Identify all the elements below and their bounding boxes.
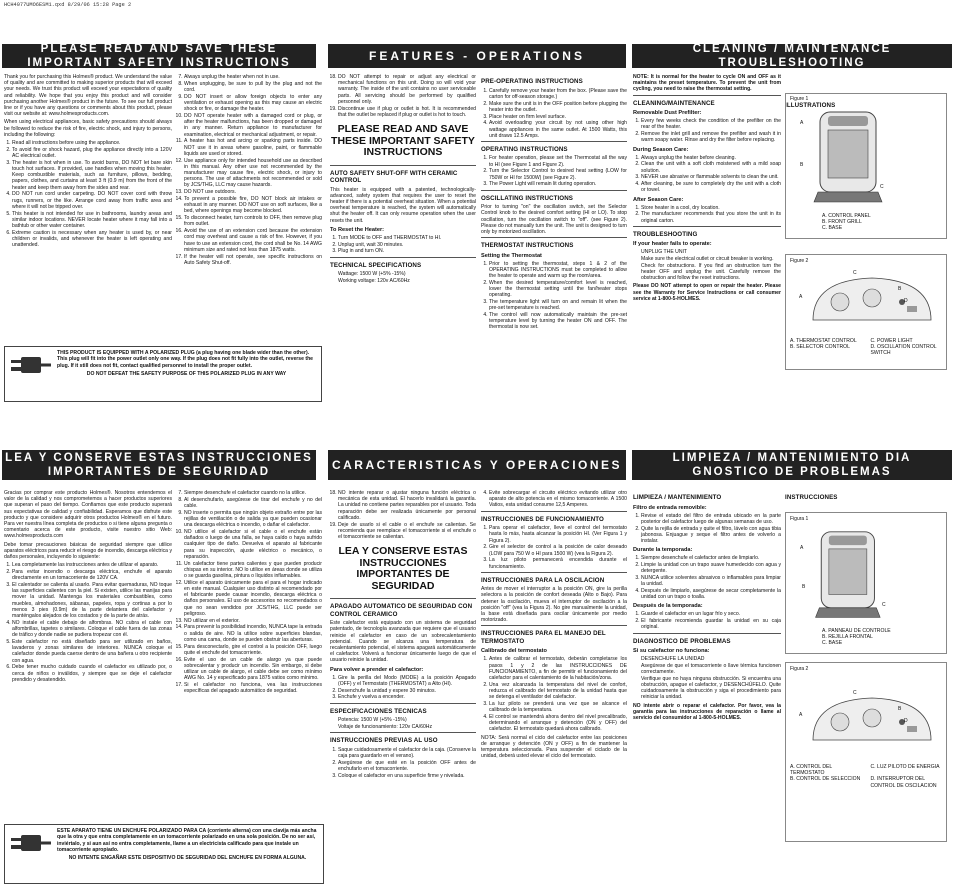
trouble-list-en: [633, 249, 781, 281]
es-op-item: 1. Para operar el calefactor, lleve el control del termostato hasta lo más, hasta alcanzar la posición HI. (Ver Figura 1 y Figura 2).: [489, 525, 627, 544]
en-sb-item: 17. If the heater will not operate, see specific instructions on Auto Safety Shut-off.: [184, 254, 322, 266]
es-thermo-item: 2. Una vez alcanzada la temperatura del nivel de confort, reduzca el calibrado del termostato de la unidad hasta que se detenga el ventilador del calefactor.: [489, 682, 627, 701]
fig2-letter-b-es: B: [898, 706, 902, 712]
fig1-legend-en: [822, 213, 932, 237]
es-f2l-item: B. CONTROL DE SELECCION: [790, 776, 861, 783]
trouble-title-en: TROUBLESHOOTING: [633, 230, 698, 238]
thermo-title-es: INSTRUCCIONES PARA EL MANEJO DEL TERMOSTATO: [481, 630, 606, 645]
en-preop-item: 3. Place heater on firm level surface.: [489, 114, 627, 120]
en-after-item: 2. The manufacturer recommends that you store the unit in its original carton.: [641, 211, 781, 223]
fig1-label-es: Figura 1: [790, 516, 809, 522]
en-trouble-item: • Check for obstructions. If you find an obstruction turn the heater OFF and unplug the unit. Carefully remove the obstruction and follow the reset instructions.: [641, 263, 781, 282]
clean-title-en: CLEANING/MAINTENANCE: [633, 99, 715, 107]
safety-header-en: [2, 44, 316, 68]
en-sb-item: 14. To prevent a possible fire, DO NOT block air intakes or exhaust in any manner. DO NOT use on soft surfaces, like a bed, where openings may become blocked.: [184, 196, 322, 215]
note-es: NOTA: Será normal el ciclo del calefactor entre las posiciones de arranque y detención (ON y OFF) a fin de mantener la temperatura seleccionada. Para suspender el ciclado de la unidad, deberá usted elevar el ciclo del termostato.: [481, 734, 627, 760]
es-trouble-item: • Verifique que no haya ninguna obstrucción. Si encuentra una obstrucción, apague el calefactor, y DESENCHÚFELO. Quite cuidadosamente la obstrucción y siga el procedimiento para reiniciar la unidad.: [641, 676, 781, 701]
cleaning-col-es: [633, 490, 781, 790]
fig2-letter-c-es: C: [853, 690, 857, 696]
en-sb-item: 10. DO NOT operate heater with a damaged cord or plug, or after the heater malfunctions, has been dropped or damaged in any manner. Return appliance to manufacturer for examination, electrical or mechanical adjustment, or repair.: [184, 113, 322, 138]
en-sb-item: 15. To disconnect heater, turn controls to OFF, then remove plug from outlet.: [184, 215, 322, 227]
fig2-label-en: Figure 2: [790, 258, 809, 264]
intro-en: Thank you for purchasing this Holmes® product. We understand the value of quality and are committed to making superior products that will exceed your needs. We trust this product will exceed your expectations of quality and reliability. We hope that you enjoy this product and will consider purchasing another Holmes® product in the future. To see our full product line or if you have any questions or comments about this product, please visit our website at: www.holmesproducts.com.: [4, 74, 172, 118]
osc-title-es: INSTRUCCIONES PARA LA OSCILACION: [481, 576, 605, 584]
intro-es: Gracias por comprar este producto Holmes®. Nosotros entendemos el valor de la calidad y nos comprometemos a hacer productos superiores que superan el paso del tiempo. Confiamos que este producto superará sus expectativas de calidad y confiabilidad. Esperamos que disfrute este producto y que considere adquirir otros productos Holmes® en el futuro. Para ver nuestra línea completa de productos o si tiene alguna pregunta o comentario acerca de este producto, visite nuestro sitio Web: www.holmesproducts.com: [4, 490, 172, 540]
heater-illustration-1-es: [800, 528, 890, 623]
filter-list-en: [633, 118, 781, 143]
preop-list-en: [481, 88, 627, 139]
trouble-end-es: NO intente abrir o reparar el calefactor. Por favor, vea la garantía para las instrucciones de reparación o llame al servicio del consumidor al 1-800-5-HOLMES.: [633, 702, 781, 722]
cleaning-col-en: [633, 74, 781, 364]
osc-title-en: OSCILLATING INSTRUCTIONS: [481, 194, 573, 202]
preop-list-es: [330, 747, 476, 779]
after-list-es: [633, 611, 781, 630]
en-sa-item: 5. This heater is not intended for use in bathrooms, laundry areas and similar indoor locations. NEVER locate heater where it may fall into a bathtub or other water container.: [12, 211, 172, 230]
illus-title-es: INSTRUCCIONES: [785, 494, 838, 501]
file-header: HCH4077UMO6ESM1.qxd 8/29/06 15:28 Page 2: [4, 2, 132, 8]
fig2-letter-a-en: A: [799, 294, 803, 300]
plug-icon: [9, 829, 51, 857]
features-col-1-en: [330, 74, 476, 350]
cleaning-header-es: [632, 450, 952, 480]
polarized-notice-en: [4, 346, 322, 402]
after-title-en: After Season Care:: [633, 196, 684, 203]
fig2-legend-en: [790, 338, 945, 368]
auto-title-en: AUTO SAFETY SHUT-OFF WITH CERAMIC CONTROL: [330, 169, 458, 185]
es-sb-item: 9. NO inserte o permita que ningún objeto extraño entre por las rejillas de ventilación o de salida ya que pueden ocasionar una descarga eléctrica o incendio, o dañar el calefactor.: [184, 510, 322, 529]
es-sc-item: 18. NO intente reparar o ajustar ninguna función eléctrica o mecánica de esta unidad. El hacerlo invalidará la garantía. La unidad no contiene partes reparables por el usuario. Toda reparación debe ser realizada únicamente por personal calificado.: [338, 490, 476, 521]
features-title-en: FEATURES - OPERATIONS: [369, 49, 585, 63]
es-preop-item: 1. Saque cuidadosamente el calefactor de la caja. (Conserve la caja para guardarlo en el verano).: [338, 747, 476, 759]
trouble-sub-en: If your heater fails to operate:: [633, 241, 712, 248]
en-sa-item: 3. The heater is hot when in use. To avoid burns, DO NOT let bare skin touch hot surfaces. If provided, use handles when moving this heater. Keep combustible materials, such as furniture, pillows, bedding, papers, clothes, and curtains at least 3 ft (0.9 m) from the front of the heater and keep them away from the sides and rear.: [12, 160, 172, 191]
safety-col-2-en: [176, 74, 322, 340]
en-season-item: 3. NEVER use abrasive or flammable solvents to clean the unit.: [641, 174, 781, 180]
features-col-2-en: [481, 74, 627, 354]
reset-title-en: To Reset the Heater:: [330, 226, 384, 233]
es-sb-item: 16. Evite el uso de un cable de alargo ya que puede sobrecalentar y producir un incendio. Sin embargo, si debe utilizar un cable de alargo, el cable debe ser como mínimo AWG No. 14 y especificado para 1875 vatios como mínimo.: [184, 657, 322, 682]
es-after-item: 1. Guarde el calefactor en un lugar frío y seco.: [641, 611, 781, 617]
es-sb-item: 8. Al desenchufarlo, asegúrese de tirar del enchufe y no del cable.: [184, 497, 322, 509]
op-title-es: INSTRUCCIONES DE FUNCIONAMIENTO: [481, 515, 604, 523]
op-list-es: [481, 525, 627, 570]
en-reset-item: 1. Turn MODE to OFF and THERMOSTAT to HI.: [338, 235, 476, 241]
after-list-en: [633, 205, 781, 224]
en-tech-item: • Wattage: 1500 W (+5% -15%): [338, 271, 476, 277]
es-f1l-item: C. BASE: [822, 640, 843, 647]
safety-col-1-es: [4, 490, 172, 818]
en-sa-item: 6. Extreme caution is necessary when any heater is used by, or near children or invalids, and whenever the heater is left operating and unattended.: [12, 230, 172, 249]
preop-title-en: PRE-OPERATING INSTRUCTIONS: [481, 78, 583, 85]
osc-text-en: Prior to turning "on" the oscillation switch, set the Selector Control knob to the desired comfort setting (HI or LO). To stop oscillation, turn the oscillation switch to "off". (see Figure 2). Please do not manually turn the unit. The unit is designed to turn only by motorized oscillation.: [481, 204, 627, 235]
en-sa-item: 4. DO NOT run cord under carpeting. DO NOT cover cord with throw rugs, runners, or the like. Arrange cord away from traffic area and where it will not be tripped over.: [12, 191, 172, 210]
safety-list-a-es: [4, 562, 172, 683]
clean-title-es: LIMPIEZA / MANTENIMIENTO: [633, 494, 722, 501]
fig1-letter-a-es: A: [800, 545, 804, 551]
es-season-item: 2. Limpie la unidad con un trapo suave humedecido con agua y detergente.: [641, 562, 781, 574]
en-filter-item: 1. Every few weeks check the condition of the prefilter on the rear of the heater.: [641, 118, 781, 130]
features-header-es: [328, 450, 626, 480]
safety-title-es: LEA Y CONSERVE ESTAS INSTRUCCIONES IMPORTANTES DE SEGURIDAD: [5, 452, 313, 478]
polarized-text2-es: NO INTENTE ENGAÑAR ESTE DISPOSITIVO DE SEGURIDAD DEL ENCHUFE EN FORMA ALGUNA.: [68, 855, 307, 862]
en-sa-item: 1. Read all instructions before using the appliance.: [12, 140, 172, 146]
illus-title-en: ILLUSTRATIONS: [785, 102, 836, 109]
es-tech-item: • Voltaje de funcionamiento: 120v CA/60Hz: [338, 724, 476, 730]
es-f1l-item: A. PANNEAU DE CONTRÔLE: [822, 628, 891, 634]
osc-text-es: Antes de mover el interruptor a la posición ON, gire la perilla selectora a la posición de confort deseada (Alto o Bajo). Para detener la oscilación, mueva el interruptor de oscilación a la posición "off" (vea la Figura 2). No gire manualmente la unidad, la base está diseñada para oscilar únicamente por medio motorizado.: [481, 586, 627, 624]
es-trouble-item: • DESENCHUFE LA UNIDAD: [641, 656, 781, 662]
season-title-en: During Season Care:: [633, 146, 689, 153]
season-list-en: [633, 155, 781, 194]
thermo-list-es: [481, 656, 627, 732]
en-op-item: 1. For heater operation, please set the Thermostat all the way to HI (see Figure 1 and Figure 2).: [489, 155, 627, 167]
en-sa-item: 2. To avoid fire or shock hazard, plug the appliance directly into a 120V AC electrical outlet.: [12, 147, 172, 159]
es-f2l-item: D. INTERRUPTOR DEL CONTROL DE OSCILACION: [870, 776, 937, 789]
auto-text-es: Este calefactor está equipado con un sistema de seguridad patentado, de tecnología avanzada que requiere que el usuario reinicie el calefactor en caso de un sobrecalentamiento potencial. Cuando se alcanza una temperatura de recalentamiento potencial, el sistema apagará automáticamente el calefactor. Volverá a funcionar únicamente luego de que el usuario reinicie la unidad.: [330, 620, 476, 664]
en-preop-item: 1. Carefully remove your heater from the box. (Please save the carton for off-season storage.): [489, 88, 627, 100]
intro2-en: When using electrical appliances, basic safety precautions should always be followed to reduce the risk of fire, electric shock, and injury to persons, including the following:: [4, 119, 172, 138]
control-panel-illustration-en: [805, 270, 940, 330]
es-sb-item: 11. Un calefactor tiene partes calientes y que pueden producir chispas en su interior. NO lo utilice en áreas donde se utiliza o se guarda gasolina, pintura o líquidos inflamables.: [184, 561, 322, 580]
polarized-notice-es: [4, 824, 324, 884]
features-col-1-es: [330, 490, 476, 860]
preop4-es: 4. Evite sobrecargar el circuito eléctrico evitando utilizar otro aparato de alto potencia en el mismo tomacorriente. A 1500 Vatios, esta unidad consume 12,5 Amperes.: [489, 490, 627, 509]
es-season-item: 1. Siempre desenchufe el calefactor antes de limpiarlo.: [641, 555, 781, 561]
en-tech-item: • Working voltage: 120v AC/60Hz: [338, 278, 476, 284]
es-after-item: 2. El fabricante recomienda guardar la unidad en su caja original.: [641, 618, 781, 630]
es-sb-item: 14. Para prevenir la posibilidad incendio, NUNCA tape la entrada o salida de aire. NO la utilice sobre superficies blandas, como una cama, donde se pueden obstruir las aberturas.: [184, 624, 322, 643]
es-sa-item: 3. El calentador se calienta al usarlo. Para evitar quemaduras, NO toque las superficies calientes con la piel. Si existen, utilice las manijas para mover la unidad. Mantenga los materiales combustibles, como muebles, almohadones, sábanas, papeles, ropa y cortinas a por lo menos 3 pies (0.9m) de la parte delantera del calefactor y manténgalos alejados de los costados y de la parte de atrás.: [12, 582, 172, 619]
es-sa-item: 5. Este calefactor no está diseñado para ser utilizado en baños, lavaderos y zonas similares de interiores. NUNCA coloque el calefactor donde pueda caerse dentro de una bañera u otro recipiente con agua.: [12, 639, 172, 664]
safety-list-b-en: [176, 74, 322, 266]
safety-col-2-es: [176, 490, 322, 818]
thermo-sub-es: Calibrado del termostato: [481, 648, 547, 655]
safety-header-es: [2, 450, 316, 480]
en-preop-item: 2. Make sure the unit is in the OFF position before plugging the heater into the outlet.: [489, 101, 627, 113]
en-thermo-item: 2. When the desired temperature/comfort level is reached, lower the thermostat setting until the fan/heater stops operating.: [489, 280, 627, 299]
note-en: NOTE: It is normal for the heater to cycle ON and OFF as it maintains the preset temperature. To prevent the unit from cycling, you need to raise the thermostat setting.: [633, 74, 781, 93]
safety-list-c-en: [330, 74, 476, 118]
es-f2l-item: A. CONTROL DEL TERMOSTATO: [790, 764, 833, 777]
es-filter-item: 2. Quite la rejilla de entrada y quite el filtro, lávelo con agua tibia jabonosa. Enjuague y seque el filtro antes de volverlo a instalar.: [641, 526, 781, 545]
trouble-sub-es: Si su calefactor no funciona:: [633, 648, 710, 655]
en-f1l-item: A. CONTROL PANEL: [822, 213, 871, 219]
es-season-item: 4. Después de limpiarlo, asegúrese de secar completamente la unidad con un trapo o toalla.: [641, 588, 781, 600]
es-sb-item: 10. NO utilice el calefactor si el cable o el enchufe están dañados o luego de una falla, se haya caído o haya sufrido cualquier tipo de daño. Devuelva el aparato al fabricante para su inspección, ajuste eléctrico o mecánico, o reparación.: [184, 529, 322, 560]
filter-title-es: Filtro de entrada removible:: [633, 504, 707, 511]
es-op-item: 2. Gire el selector de control a la posición de calor deseado (LOW para 750 W o HI para 1500 W) (vea la Figura 2).: [489, 544, 627, 556]
reset-steps-es: [330, 675, 476, 701]
polarized-text-en: THIS PRODUCT IS EQUIPPED WITH A POLARIZED PLUG (a plug having one blade wider than the other). This plug will fit into the power outlet only one way. If the plug does not fit fully into the outlet, reverse the plug. If it still does not fit, contact qualified personnel to install the proper outlet.: [57, 350, 314, 369]
en-season-item: 2. Clean the unit with a soft cloth moistened with a mild soap solution.: [641, 161, 781, 173]
en-filter-item: 2. Remove the inlet grill and remove the prefilter and wash it in warm soapy water. Rinse and dry the filter before replacing.: [641, 131, 781, 143]
fig1-letter-b-es: B: [802, 584, 806, 590]
es-sb-item: 12. Utilice el aparato únicamente para el para el hogar indicado en este manual. Cualquier uso distinto al recomendado por el fabricante puede causar incendio, descarga eléctrica o daños personales. El uso de accesorios no recomendados o que no sean vendidos por JCS/THG, LLC puede ser peligroso.: [184, 580, 322, 617]
en-sb-item: 8. When unplugging, be sure to pull by the plug and not the cord.: [184, 81, 322, 93]
trouble-list-es: [633, 656, 781, 701]
es-preop-item: 2. Asegúrese de que esté en la posición OFF antes de enchufarlo en el tomacorriente.: [338, 760, 476, 772]
en-op-item: 2. Turn the Selector Control to desired heat setting (LOW for 750W or HI for 1500W) (see Figure 2).: [489, 168, 627, 180]
fig2-letter-a-es: A: [799, 712, 803, 718]
cleaning-title-es: LIMPIEZA / MANTENIMIENTO DIA GNOSTICO DE PROBLEMAS: [672, 452, 912, 478]
auto-title-es: APAGADO AUTOMATICO DE SEGURIDAD CON CONTROL CERAMICO: [330, 603, 473, 618]
fig2-label-es: Figura 2: [790, 666, 809, 672]
fig2-letter-d-en: D: [904, 298, 908, 304]
en-reset-item: 3. Plug in and turn ON.: [338, 248, 476, 254]
en-f2l-item: C. POWER LIGHT: [870, 338, 913, 344]
trouble-title-es: DIAGNOSTICO DE PROBLEMAS: [633, 637, 731, 645]
fig1-letter-b-en: B: [800, 162, 804, 168]
safety-list-c-es: [330, 490, 476, 540]
fig1-label-en: Figure 1: [790, 96, 809, 102]
reset-title-es: Para volver a prender el calefactor:: [330, 666, 424, 673]
features-header-en: [328, 44, 626, 68]
plug-icon: [9, 351, 51, 379]
es-sa-item: 2. Para evitar incendio o descarga eléctrica, enchufe el aparato directamente en un tomacorriente de 120V CA.: [12, 569, 172, 581]
thermo-title-en: THERMOSTAT INSTRUCTIONS: [481, 242, 574, 250]
intro2-es: Debe tomar precauciones básicas de seguridad siempre que utilice aparatos eléctricos para reducir el riesgo de incendio, descarga eléctrica y daños personales, incluyendo lo siguiente:: [4, 541, 172, 561]
es-reset-item: 1. Gire la perilla del Modo (MODE) a la posición Apagado (OFF) y el Termostato (THERMOSTAT) a Alto (HI).: [338, 675, 476, 687]
op-list-en: [481, 155, 627, 187]
reset-steps-en: [330, 235, 476, 255]
en-f2l-item: D. OSCILLATION CONTROL SWITCH: [870, 344, 937, 357]
en-f1l-item: C. BASE: [822, 225, 843, 232]
features-col-2-es: [481, 490, 627, 870]
safety-title-en: PLEASE READ AND SAVE THESE IMPORTANT SAFETY INSTRUCTIONS: [27, 43, 291, 69]
safety-list-a-en: [4, 140, 172, 248]
en-sc-item: 18. DO NOT attempt to repair or adjust any electrical or mechanical functions on this unit. Doing so will void your warranty. The inside of the unit contains no user serviceable parts. All servicing should be performed by qualified personnel only.: [338, 74, 476, 105]
cleaning-title-en: CLEANING / MAINTENANCE TROUBLESHOOTING: [692, 43, 892, 69]
en-thermo-item: 1. Prior to setting the thermostat, steps 1 & 2 of the OPERATING INSTRUCTIONS must be completed to allow the heater to operate and warm up the room/area.: [489, 261, 627, 280]
tech-list-en: [330, 271, 476, 284]
en-f1l-item: B. FRONT GRILL: [822, 219, 862, 226]
safety-list-b-es: [176, 490, 322, 694]
es-preop-item: 3. Coloque el calefactor en una superficie firme y nivelada.: [338, 773, 476, 779]
en-sb-item: 13. DO NOT use outdoors.: [184, 189, 322, 195]
fig1-letter-c-es: C: [882, 602, 886, 608]
en-season-item: 1. Always unplug the heater before cleaning.: [641, 155, 781, 161]
en-sb-item: 7. Always unplug the heater when not in use.: [184, 74, 322, 80]
safety-col-1-en: [4, 74, 172, 340]
season-title-es: Durante la temporada:: [633, 547, 693, 554]
es-sb-item: 7. Siempre desenchufe el calefactor cuando no la utilice.: [184, 490, 322, 496]
preop-title-es: INSTRUCCIONES PREVIAS AL USO: [330, 737, 438, 745]
en-f2l-item: B. SELECTOR CONTROL: [790, 344, 850, 351]
fig2-letter-d-es: D: [904, 718, 908, 724]
en-after-item: 1. Store heater in a cool, dry location.: [641, 205, 781, 211]
es-sb-item: 13. NO utilizar en el exterior.: [184, 618, 322, 624]
en-reset-item: 2. Unplug unit, wait 30 minutes.: [338, 242, 476, 248]
polarized-text2-en: DO NOT DEFEAT THE SAFETY PURPOSE OF THIS POLARIZED PLUG IN ANY WAY: [86, 370, 287, 377]
filter-list-es: [633, 513, 781, 545]
es-f1l-item: B. REJILLA FRONTAL: [822, 634, 873, 641]
season-list-es: [633, 555, 781, 600]
en-sc-item: 19. Discontinue use if plug or outlet is hot. It is recommended that the outlet be replaced if plug or outlet is hot to touch.: [338, 106, 476, 118]
fig1-letter-a-en: A: [800, 120, 804, 126]
es-reset-item: 2. Desenchufe la unidad y espere 30 minutos.: [338, 688, 476, 694]
en-sb-item: 9. DO NOT insert or allow foreign objects to enter any ventilation or exhaust opening as this may cause an electric shock or fire, or damage the heater.: [184, 94, 322, 113]
es-sa-item: 4. NO instale el cable debajo de alfombras. NO cubra el cable con alfombrillas, tapetes o similares. Coloque el cable fuera de las zonas de tráfico y donde nadie se pudiera tropezar con él.: [12, 620, 172, 639]
es-sb-item: 17. Si el calefactor no funciona, vea las instrucciones específicas del apagado automático de seguridad.: [184, 682, 322, 694]
es-sa-item: 6. Debe tener mucho cuidado cuando el calefactor es utilizado por, o cerca de niños o inválidos, y siempre que se deje el calefactor prendido y desatendido.: [12, 664, 172, 683]
fig2-letter-b-en: B: [898, 286, 902, 292]
es-f2l-item: C. LUZ PILOTO DE ENERGIA: [870, 764, 940, 770]
es-filter-item: 1. Revise el estado del filtro de entrada ubicado en la parte posterior del calefactor luego de algunas semanas de uso.: [641, 513, 781, 525]
en-op-item: 3. The Power Light will remain lit during operation.: [489, 181, 627, 187]
es-reset-item: 3. Enchufe y vuelva a encender.: [338, 694, 476, 700]
es-sa-item: 1. Lea completamente las instrucciones antes de utilizar el aparato.: [12, 562, 172, 568]
cleaning-header-en: [632, 44, 952, 68]
fig2-legend-es: [790, 764, 945, 824]
control-panel-illustration-es: [805, 690, 940, 750]
polarized-text-es: ESTE APARATO TIENE UN ENCHUFE POLARIZADO PARA CA (corriente alterna) con una clavija más ancha que la otra y que entra completamente en un tomacorriente polarizado en una sola posición. De no ser así, inviértalo, y si aun así no entra completamente, llame a un electricista calificado para que instale un tomacorriente apropiado.: [57, 828, 317, 853]
en-thermo-item: 3. The temperature light will turn on and remain lit when the pre-set temperature is reached.: [489, 299, 627, 311]
fig1-legend-es: [822, 628, 942, 652]
es-sb-item: 15. Para desconectarlo, gire el control a la posición OFF, luego quite el enchufe del tomacorriente.: [184, 644, 322, 656]
after-title-es: Después de la temporada:: [633, 603, 703, 610]
en-season-item: 4. After cleaning, be sure to completely dry the unit with a cloth or towel.: [641, 181, 781, 193]
es-season-item: 3. NUNCA utilice solventes abrasivos o inflamables para limpiar la unidad.: [641, 575, 781, 587]
es-sc-item: 19. Deje de usarlo si el cable o el enchufe se calientan. Se recomienda que reemplace el tomacorriente si el enchufe o el tomacorriente se calientan.: [338, 522, 476, 541]
es-thermo-item: 3. La luz piloto se prenderá una vez que se alcance el calibrado de la temperatura.: [489, 701, 627, 713]
tech-title-en: TECHNICAL SPECIFICATIONS: [330, 261, 422, 269]
read-save-en: PLEASE READ AND SAVE THESE IMPORTANT SAFETY INSTRUCTIONS: [331, 123, 475, 159]
tech-title-es: ESPECIFICACIONES TECNICAS: [330, 707, 427, 715]
en-trouble-item: • UNPLUG THE UNIT: [641, 249, 781, 255]
tech-list-es: [330, 717, 476, 730]
auto-text-en: This heater is equipped with a patented, technologically-advanced, safety system that requires the user to reset the heater if there is a potential overheat situation. When a potential overheat temperature is reached, the system will automatically shut the heater off. It can only resume operation when the user resets the unit.: [330, 186, 476, 224]
en-sb-item: 12. Use appliance only for intended household use as described in this manual. Any other use not recommended by the manufacturer may cause fire, electric shock, or injury to persons. The use of attachments not recommended or sold by JCS/THG, LLC may cause hazards.: [184, 158, 322, 189]
es-op-item: 3. La luz piloto permanecerá encendida durante el funcionamiento.: [489, 557, 627, 569]
thermo-list-en: [481, 261, 627, 331]
en-sb-item: 11. A heater has hot and arcing or sparking parts inside. DO NOT use it in areas where gasoline, paint, or flammable liquids are used or stored.: [184, 138, 322, 157]
es-thermo-item: 4. El control se mantendrá ahora dentro del nivel precalibrado, determinando el arranque y detención (ON y OFF) del calefactor. El termostato quedará ahora calibrado.: [489, 714, 627, 733]
es-trouble-item: • Asegúrese de que el tomacorriente o llave térmica funcionen correctamente.: [641, 663, 781, 675]
es-thermo-item: 1. Antes de calibrar el termostato, deberán completarse los pasos 1 y 2 de las INSTRUCCIONES DE FUNCIONAMIENTO, a fin de permitir el funcionamiento del calefactor para el calentamiento de la habitación/zona.: [489, 656, 627, 681]
en-preop-item: 4. Avoid overloading your circuit by not using other high wattage appliances in the same outlet. At 1500 Watts, this unit draws 12.5 Amps.: [489, 120, 627, 139]
trouble-end-en: Please DO NOT attempt to open or repair the heater. Please see the Warranty for Service Instructions or call consumer service at 1-800-5-HOLMES.: [633, 283, 781, 302]
en-trouble-item: • Make sure the electrical outlet or circuit breaker is working.: [641, 256, 781, 262]
heater-illustration-1-en: [800, 108, 890, 208]
fig1-letter-c-en: C: [880, 184, 884, 190]
en-thermo-item: 4. The control will now automatically maintain the pre-set temperature level by turning the heater ON and OFF. The thermostat is now set.: [489, 312, 627, 331]
read-save-es: LEA Y CONSERVE ESTAS INSTRUCCIONES IMPORTANTES DE SEGURIDAD: [338, 545, 468, 592]
fig2-letter-c-en: C: [853, 270, 857, 276]
filter-title-en: Removable Dust Prefilter:: [633, 110, 702, 117]
thermo-sub-en: Setting the Thermostat: [481, 252, 542, 259]
en-f2l-item: A. THERMOSTAT CONTROL: [790, 338, 857, 344]
en-sb-item: 16. Avoid the use of an extension cord because the extension cord may overheat and cause a risk of fire. However, if you have to use an extension cord, the cord shall be No. 14 AWG minimum size and rated not less than 1875 watts.: [184, 228, 322, 253]
es-tech-item: • Potencia: 1500 W (+5% -15%): [338, 717, 476, 723]
features-title-es: CARACTERISTICAS Y OPERACIONES: [331, 458, 623, 472]
op-title-en: OPERATING INSTRUCTIONS: [481, 145, 568, 153]
